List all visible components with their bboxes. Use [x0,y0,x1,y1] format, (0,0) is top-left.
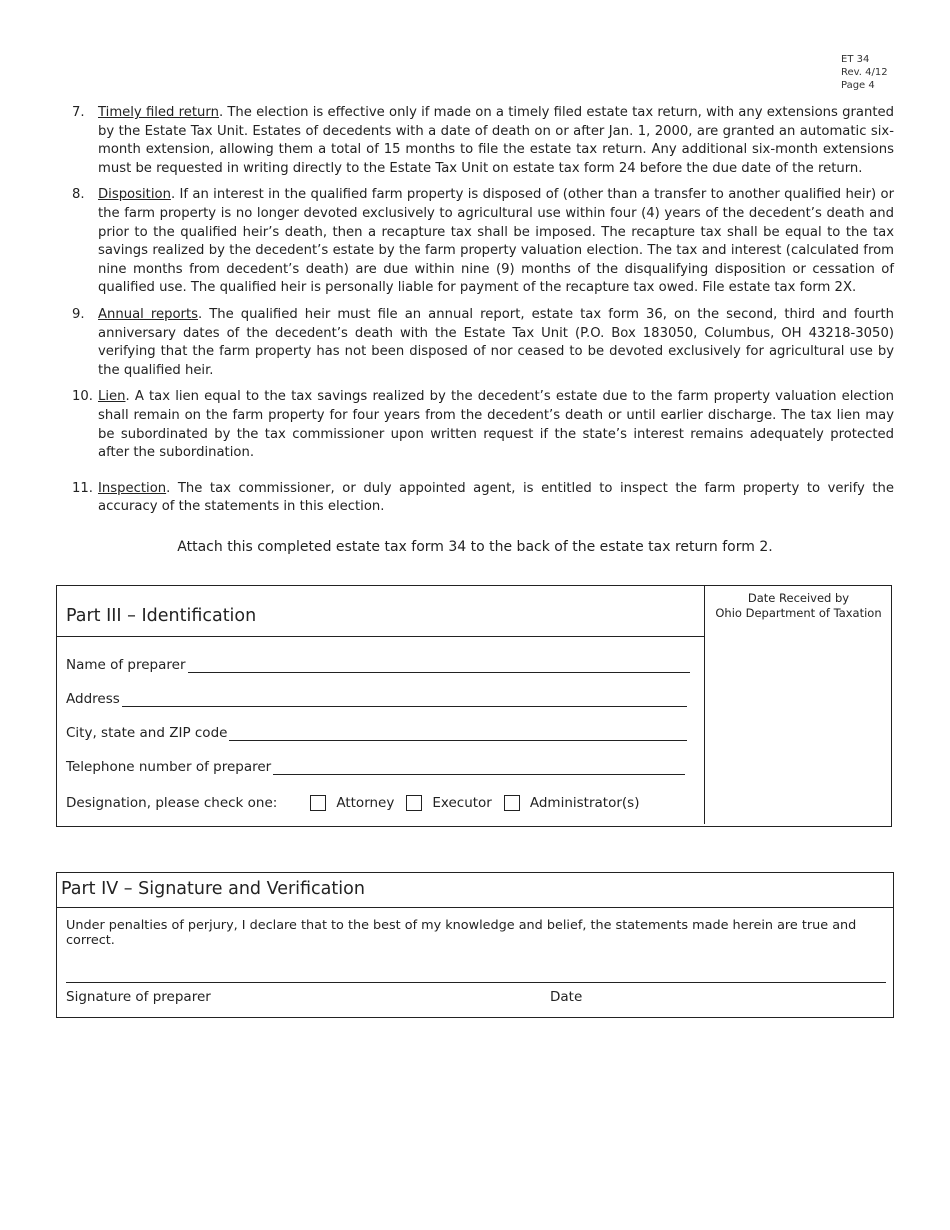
item-number: 8. [72,187,85,203]
list-item [72,306,894,380]
item-text: . The election is effective only if made on a timely filed estate tax return, with any extensions granted by the Estate Tax Unit. Estates of decedents with a date of death on or after Jan. 1, 2000, are granted an automatic six-month extension, allowing them a total of 15 months to file the estate tax return. Any additional six-month extensions must be requested in writing directly to the Estate Tax Unit on estate tax form 24 before the due date of the return. [98,105,894,176]
signature-label: Signature of preparer [66,989,211,1005]
address-input-line[interactable] [122,705,687,707]
item-number: 10. [72,389,93,405]
address-field[interactable] [66,691,687,707]
list-item [72,186,894,298]
item-text: . If an interest in the qualified farm property is disposed of (other than a transfer to another qualified heir) or the farm property is no longer devoted exclusively to agricultural use within four (4) years of the decedent’s death and prior to the qualified heir’s death, then a recapture tax shall be imposed. The recapture tax shall be equal to the tax savings realized by the decedent’s estate by the farm property valuation election. The tax and interest (calculated from nine months from decedent’s death) are due within nine (9) months of the disqualifying disposition or cessation of qualified use. The qualified heir is personally liable for payment of the recapture tax owed. File estate tax form 2X. [98,187,894,296]
date-label: Date [550,989,583,1005]
date-received-line2: Ohio Department of Taxation [715,606,882,620]
part4-title: Part IV – Signature and Verification [57,873,893,908]
telephone-label: Telephone number of preparer [66,759,272,775]
item-title: Timely filed return [98,105,219,120]
signature-line[interactable] [66,982,886,983]
form-number: ET 34 [841,54,870,65]
designation-label: Designation, please check one: [66,795,278,811]
name-input-line[interactable] [188,671,690,673]
attorney-label: Attorney [336,795,395,811]
name-label: Name of preparer [66,657,186,673]
page-number: Page 4 [841,80,875,91]
date-received-line1: Date Received by [747,591,850,605]
part3-fields [57,586,705,826]
instruction-list [72,104,894,517]
form-revision: Rev. 4/12 [841,67,888,78]
list-item [72,388,894,462]
telephone-input-line[interactable] [273,773,685,775]
item-title: Annual reports [98,306,199,322]
item-title: Disposition [98,187,171,203]
item-text: . The tax commissioner, or duly appointed agent, is entitled to inspect the farm property to verify the accuracy of the statements in this election. [98,480,894,515]
administrator-label: Administrator(s) [529,795,640,811]
address-label: Address [66,691,120,707]
designation-row [66,795,639,811]
item-number: 7. [72,105,85,120]
telephone-field[interactable] [66,759,685,775]
city-state-zip-field[interactable] [66,725,687,741]
part3-title: Part III – Identification [57,586,705,637]
item-text: . A tax lien equal to the tax savings realized by the decedent’s estate due to the farm property valuation election shall remain on the farm property for four years from the decedent’s death or until earlier discharge. The tax lien may be subordinated by the tax commissioner upon written request if the state’s interest remains adequately protected after the subordination. [98,389,894,461]
list-item [72,480,894,517]
perjury-declaration: Under penalties of perjury, I declare that to the best of my knowledge and belief, the statements made herein are true and correct. [66,918,857,948]
item-text: . The qualified heir must file an annual report, estate tax form 36, on the second, third and fourth anniversary dates of the decedent’s death with the Estate Tax Unit (P.O. Box 183050, Columbus, OH 43218-3050) verifying that the farm property has not been disposed of nor ceased to be devoted exclusively for agricultural use by the qualified heir. [98,306,894,378]
part4-signature [56,872,894,1018]
administrator-checkbox[interactable] [504,795,520,811]
city-label: City, state and ZIP code [66,725,228,741]
item-number: 9. [72,306,85,322]
executor-checkbox[interactable] [406,795,422,811]
form-header [841,53,888,92]
item-number: 11. [72,480,93,496]
city-input-line[interactable] [229,739,687,741]
item-title: Lien [98,389,126,405]
attach-note: Attach this completed estate tax form 34 to the back of the estate tax return form 2. [177,539,773,555]
executor-label: Executor [432,795,492,811]
part3-identification [56,585,892,827]
item-title: Inspection [98,480,167,496]
preparer-name-field[interactable] [66,657,690,673]
attorney-checkbox[interactable] [310,795,326,811]
list-item [72,104,894,178]
date-received-box [704,586,892,824]
